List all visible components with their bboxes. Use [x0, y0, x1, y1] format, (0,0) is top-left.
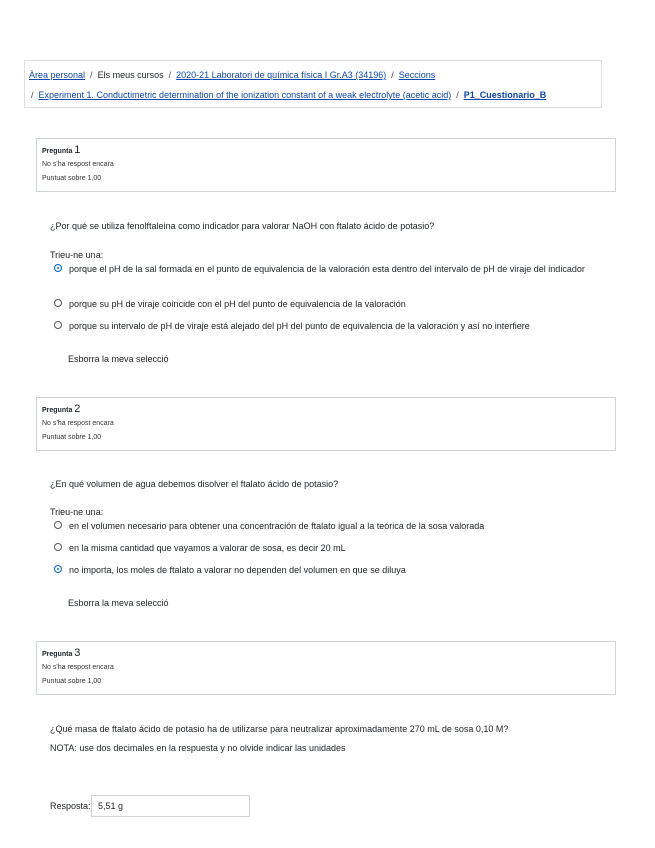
breadcrumb-course-link[interactable]: 2020-21 Laboratori de química física I Gr.A3 (34196) — [176, 70, 387, 80]
breadcrumb-home-link[interactable]: Àrea personal — [29, 70, 86, 80]
breadcrumb-separator: / — [90, 70, 93, 80]
question-word: Pregunta — [42, 148, 73, 155]
question-1-option-1[interactable] — [54, 263, 594, 276]
radio-icon[interactable] — [54, 299, 62, 307]
breadcrumb-separator: / — [391, 70, 394, 80]
question-state: No s'ha respost encara — [42, 420, 114, 427]
question-3-label — [42, 648, 610, 660]
question-number: 1 — [74, 144, 81, 156]
question-state: No s'ha respost encara — [42, 161, 114, 168]
question-2-prompt: Trieu-ne una: — [50, 507, 104, 517]
question-2-option-2[interactable] — [54, 542, 594, 555]
question-3-info — [36, 641, 616, 695]
option-text: en el volumen necesario para obtener una concentración de ftalato igual a la teórica de la sosa valorada — [69, 521, 485, 531]
question-2-label — [42, 404, 610, 416]
question-3-text: ¿Qué masa de ftalato ácido de potasio ha de utilizarse para neutralizar aproximadamente 270 mL de sosa 0,10 M? — [50, 724, 509, 734]
question-1-clear-button[interactable]: Esborra la meva selecció — [68, 354, 169, 364]
question-1-option-3[interactable] — [54, 320, 594, 333]
option-text: porque el pH de la sal formada en el punto de equivalencia de la valoración esta dentro del intervalo de pH de viraje del indicador — [69, 264, 585, 274]
question-grade: Puntuat sobre 1,00 — [42, 175, 102, 182]
question-1-label — [42, 145, 610, 157]
breadcrumb-line-2 — [31, 89, 546, 101]
breadcrumb-line-1 — [29, 69, 435, 81]
question-2-text: ¿En qué volumen de agua debemos disolver el ftalato ácido de potasio? — [50, 479, 339, 489]
question-grade: Puntuat sobre 1,00 — [42, 434, 102, 441]
question-word: Pregunta — [42, 651, 73, 658]
question-1-text: ¿Por qué se utiliza fenolftaleina como indicador para valorar NaOH con ftalato ácido de potasio? — [50, 221, 435, 231]
radio-icon[interactable] — [54, 521, 62, 529]
question-2-clear-button[interactable]: Esborra la meva selecció — [68, 598, 169, 608]
answer-label: Resposta: — [50, 801, 91, 811]
question-1-prompt: Trieu-ne una: — [50, 250, 104, 260]
question-grade: Puntuat sobre 1,00 — [42, 678, 102, 685]
breadcrumb-sections-link[interactable]: Seccions — [398, 70, 436, 80]
radio-selected-icon[interactable] — [54, 264, 62, 272]
breadcrumb-separator: / — [456, 90, 459, 100]
breadcrumb-quiz-link[interactable]: P1_Cuestionario_B — [463, 90, 547, 100]
question-3-note: NOTA: use dos decimales en la respuesta y no olvide indicar las unidades — [50, 743, 346, 753]
option-text: porque su pH de viraje coincide con el pH del punto de equivalencia de la valoración — [69, 299, 406, 309]
question-number: 2 — [74, 403, 81, 415]
question-number: 3 — [74, 647, 81, 659]
option-text: no importa, los moles de ftalato a valorar no dependen del volumen en que se diluya — [69, 565, 406, 575]
radio-icon[interactable] — [54, 543, 62, 551]
breadcrumb — [24, 60, 602, 108]
radio-selected-icon[interactable] — [54, 565, 62, 573]
question-2-option-3[interactable] — [54, 564, 594, 577]
option-text: porque su intervalo de pH de viraje está alejado del pH del punto de equivalencia de la valoración y así no interfiere — [69, 321, 530, 331]
breadcrumb-courses: Els meus cursos — [97, 70, 164, 80]
question-2-info — [36, 397, 616, 451]
breadcrumb-separator: / — [168, 70, 172, 80]
question-word: Pregunta — [42, 407, 73, 414]
breadcrumb-separator: / — [31, 90, 34, 100]
option-text: en la misma cantidad que vayamos a valorar de sosa, es decir 20 mL — [69, 543, 346, 553]
radio-icon[interactable] — [54, 321, 62, 329]
question-state: No s'ha respost encara — [42, 664, 114, 671]
question-2-option-1[interactable] — [54, 520, 594, 533]
question-1-option-2[interactable] — [54, 298, 594, 311]
breadcrumb-experiment-link[interactable]: Experiment 1. Conductimetric determination of the ionization constant of a weak electrolyte (acetic acid) — [38, 90, 452, 100]
answer-input[interactable] — [91, 795, 250, 817]
question-1-info — [36, 138, 616, 192]
